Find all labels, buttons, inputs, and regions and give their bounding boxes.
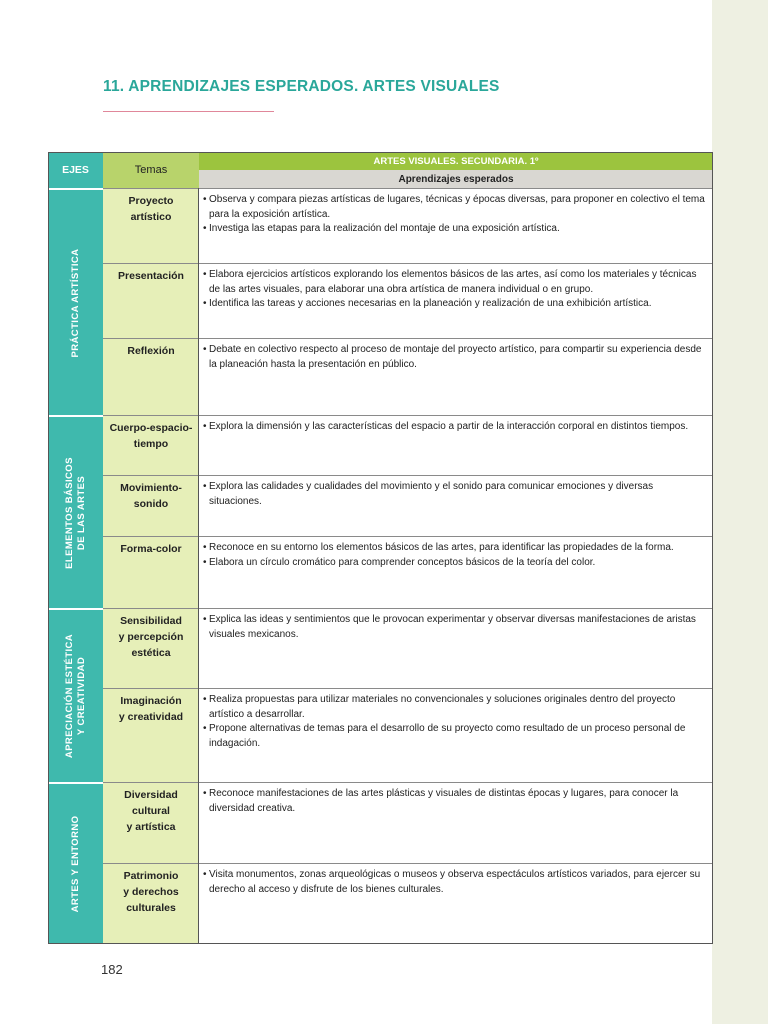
bullet-icon: • [203, 614, 207, 625]
eje-label: PRÁCTICA ARTÍSTICA [69, 248, 81, 357]
tema-cell: Diversidad cultural y artística [103, 782, 199, 863]
bullet-icon: • [203, 421, 207, 432]
aprendizaje-item [203, 268, 705, 297]
eje-label: ELEMENTOS BÁSICOS DE LAS ARTES [63, 456, 87, 569]
column-divider [198, 188, 199, 944]
aprendizaje-item [203, 541, 705, 556]
bullet-icon: • [203, 556, 207, 568]
aprendizaje-text: Observa y compara piezas artísticas de lugares, técnicas y épocas diversas, para proponer en colectivo el tema para la exposición artística. [209, 194, 705, 220]
aprendizaje-item [203, 480, 705, 509]
bullet-icon: • [203, 869, 207, 880]
tema-cell: Patrimonio y derechos culturales [103, 863, 199, 944]
page-number: 182 [101, 962, 123, 977]
bullet-icon: • [203, 269, 207, 280]
title-underline [103, 111, 274, 112]
tema-cell: Reflexión [103, 338, 199, 415]
tema-cell: Imaginación y creatividad [103, 688, 199, 782]
aprendizaje-text: Debate en colectivo respecto al proceso de montaje del proyecto artístico, para compartir su experiencia desde la planeación hasta la presentación en público. [209, 344, 702, 370]
aprendizaje-item [203, 343, 705, 372]
aprendizaje-item [203, 556, 705, 571]
side-strip [712, 0, 768, 1024]
aprendizaje-text: Elabora un círculo cromático para comprender conceptos básicos de la teoría del color. [209, 556, 596, 568]
bullet-icon: • [203, 788, 207, 799]
aprendizaje-item [203, 722, 705, 751]
aprendizajes-cell [199, 536, 713, 608]
page-title: 11. APRENDIZAJES ESPERADOS. ARTES VISUALES [103, 78, 500, 95]
aprendizaje-text: Reconoce en su entorno los elementos básicos de las artes, para identificar las propiedades de la forma. [209, 542, 674, 553]
aprendizajes-cell [199, 415, 713, 475]
eje-elementos-basicos [48, 415, 103, 608]
bullet-icon: • [203, 223, 207, 234]
bullet-icon: • [203, 723, 207, 734]
aprendizajes-cell [199, 338, 713, 415]
header-temas: Temas [103, 152, 199, 188]
tema-cell: Sensibilidad y percepción estética [103, 608, 199, 688]
aprendizaje-item [203, 420, 705, 435]
aprendizaje-text: Realiza propuestas para utilizar materiales no convencionales y soluciones originales dentro del proyecto artístico a desarrollar. [209, 694, 676, 720]
bullet-icon: • [203, 481, 207, 492]
tema-cell: Forma-color [103, 536, 199, 608]
aprendizajes-cell [199, 263, 713, 338]
aprendizajes-cell [199, 782, 713, 863]
eje-artes-entorno [48, 782, 103, 944]
aprendizaje-text: Reconoce manifestaciones de las artes plásticas y visuales de distintas épocas y lugares, para conocer la diversidad creativa. [209, 788, 679, 814]
aprendizaje-text: Explica las ideas y sentimientos que le provocan experimentar y observar diversas manifestaciones de aristas visuales mexicanos. [209, 614, 696, 640]
aprendizaje-item [203, 693, 705, 722]
aprendizaje-item [203, 222, 705, 237]
aprendizaje-item [203, 297, 705, 312]
aprendizaje-item [203, 868, 705, 897]
aprendizajes-cell [199, 863, 713, 944]
aprendizaje-text: Explora la dimensión y las características del espacio a partir de la interacción corporal en distintos tiempos. [209, 421, 689, 432]
aprendizaje-item [203, 613, 705, 642]
aprendizajes-cell [199, 188, 713, 263]
eje-practica-artistica [48, 188, 103, 415]
learning-table [48, 152, 713, 944]
aprendizaje-text: Explora las calidades y cualidades del movimiento y el sonido para comunicar emociones y diversas situaciones. [209, 481, 654, 507]
bullet-icon: • [203, 298, 207, 309]
header-aprendizajes: Aprendizajes esperados [199, 170, 713, 188]
aprendizaje-text: Elabora ejercicios artísticos explorando los elementos básicos de las artes, así como los materiales y técnicas de las artes visuales, para elaborar una obra artística de manera individual o en grupo. [209, 269, 697, 295]
eje-label: APRECIACIÓN ESTÉTICA Y CREATIVIDAD [63, 633, 87, 759]
aprendizajes-cell [199, 688, 713, 782]
aprendizaje-text: Propone alternativas de temas para el desarrollo de su proyecto como resultado de un proceso personal de indagación. [209, 723, 686, 749]
header-ejes: EJES [48, 152, 103, 188]
header-grade: ARTES VISUALES. SECUNDARIA. 1º [199, 152, 713, 170]
bullet-icon: • [203, 694, 207, 705]
aprendizaje-item [203, 787, 705, 816]
eje-apreciacion-estetica [48, 608, 103, 782]
bullet-icon: • [203, 194, 207, 205]
bullet-icon: • [203, 344, 207, 355]
aprendizaje-text: Investiga las etapas para la realización del montaje de una exposición artística. [209, 223, 560, 234]
aprendizajes-cell [199, 475, 713, 536]
aprendizaje-text: Visita monumentos, zonas arqueológicas o museos y observa espectáculos artísticos variados, para ejercer su derecho al acceso y disfrute de los bienes culturales. [209, 869, 701, 895]
tema-cell: Cuerpo-espacio- tiempo [103, 415, 199, 475]
aprendizaje-item [203, 193, 705, 222]
eje-label: ARTES Y ENTORNO [69, 815, 81, 913]
aprendizaje-text: Identifica las tareas y acciones necesarias en la planeación y realización de una exhibición artística. [209, 298, 652, 309]
aprendizajes-cell [199, 608, 713, 688]
bullet-icon: • [203, 542, 207, 553]
tema-cell: Presentación [103, 263, 199, 338]
tema-cell: Proyecto artístico [103, 188, 199, 263]
tema-cell: Movimiento- sonido [103, 475, 199, 536]
